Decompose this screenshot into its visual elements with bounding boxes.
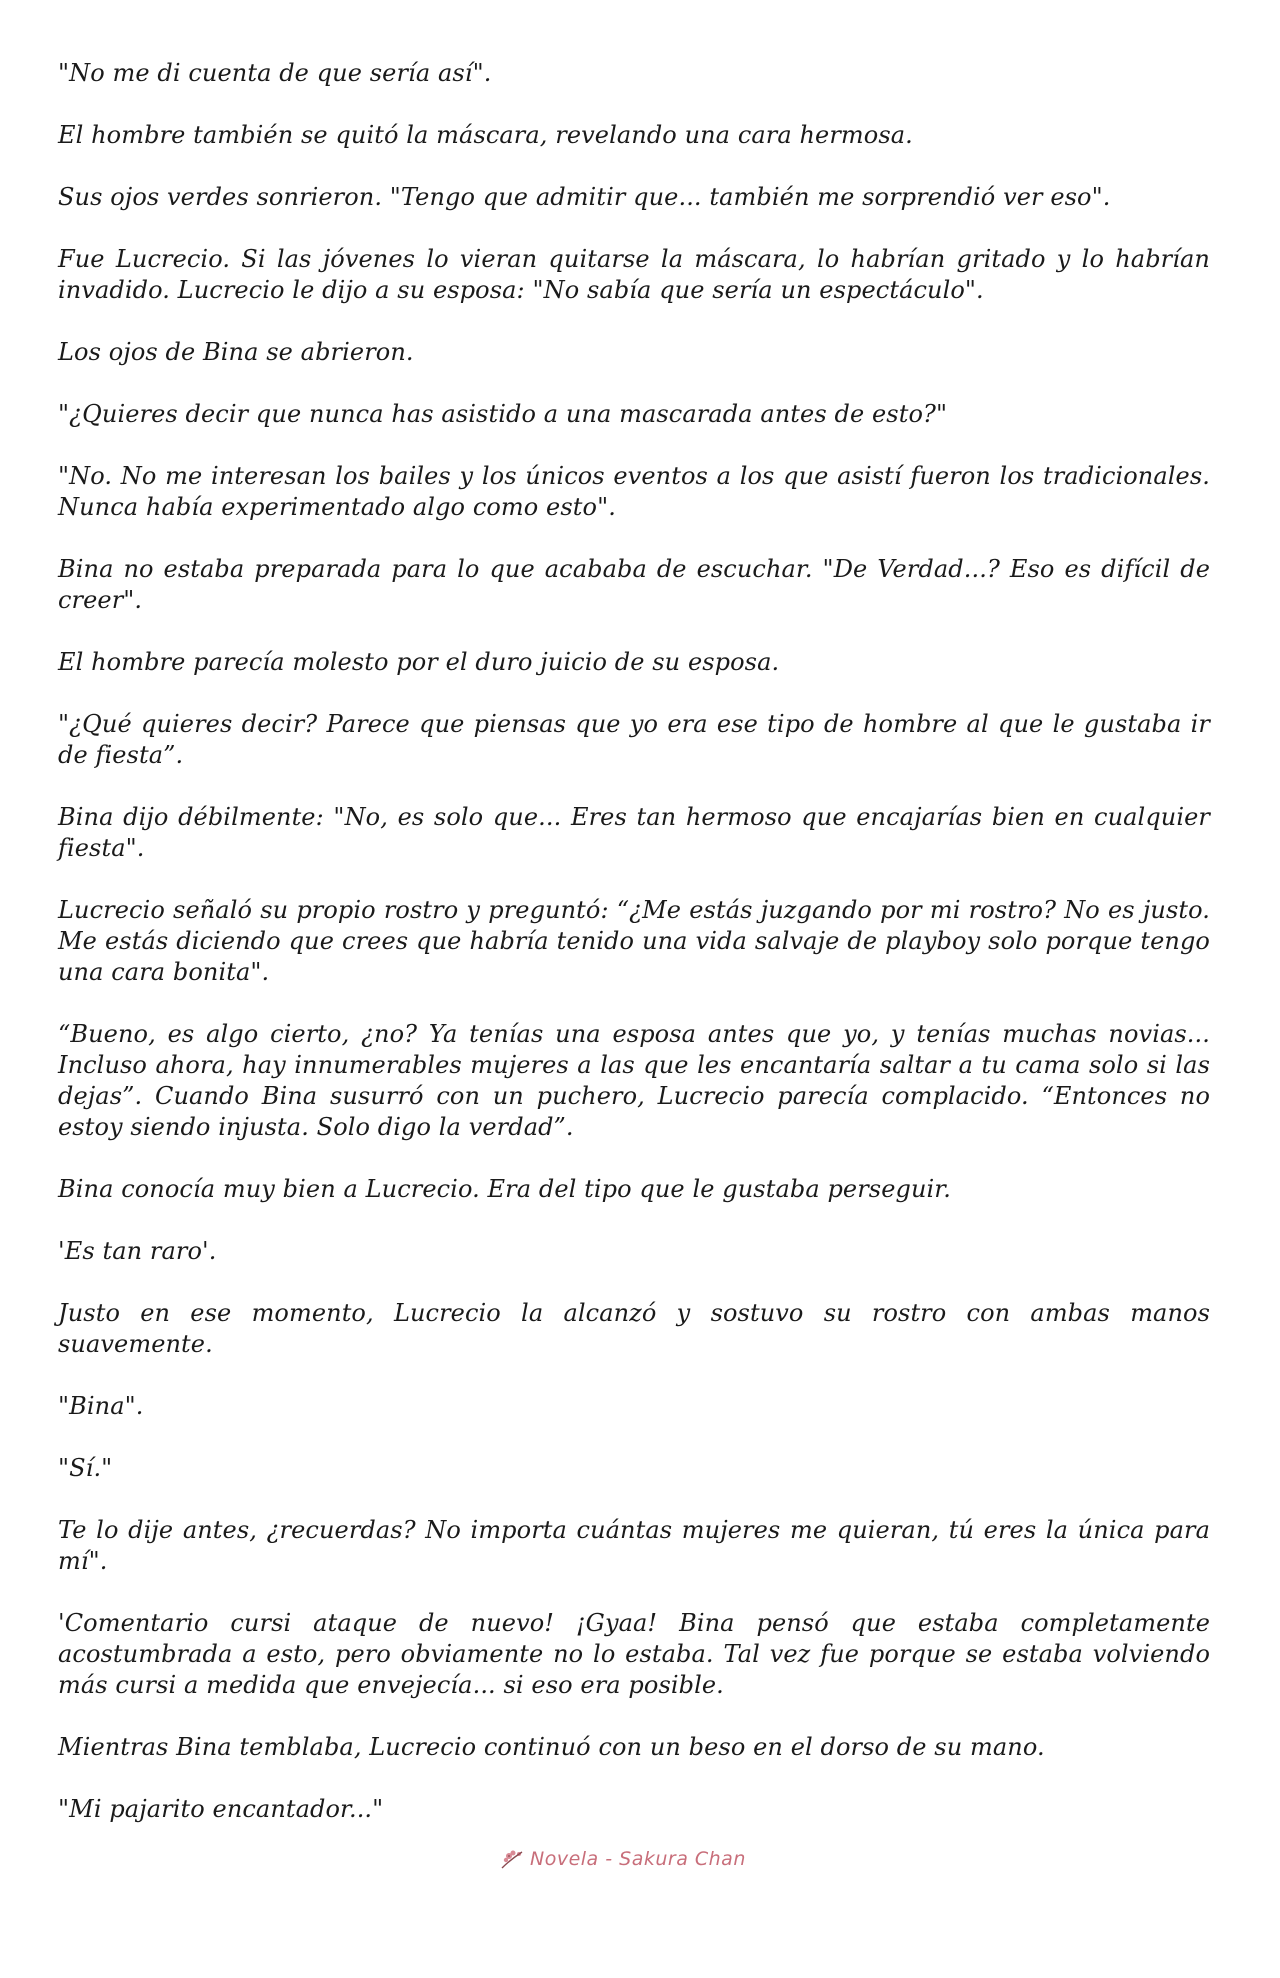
- paragraph: "Bina".: [58, 1392, 144, 1420]
- paragraph: El hombre parecía molesto por el duro juicio de su esposa.: [58, 648, 780, 676]
- cherry-blossom-icon: [500, 1848, 526, 1870]
- paragraph: Lucrecio señaló su propio rostro y preguntó: “¿Me estás juzgando por mi rostro? No es justo. Me estás diciendo que crees que habría tenido una vida salvaje de playboy solo porque tengo una cara bonita".: [58, 896, 1210, 986]
- paragraph: Justo en ese momento, Lucrecio la alcanzó y sostuvo su rostro con ambas manos suavemente.: [58, 1299, 1210, 1358]
- paragraph: Fue Lucrecio. Si las jóvenes lo vieran quitarse la máscara, lo habrían gritado y lo habrían invadido. Lucrecio le dijo a su esposa: "No sabía que sería un espectáculo".: [58, 245, 1210, 304]
- paragraph: Te lo dije antes, ¿recuerdas? No importa cuántas mujeres me quieran, tú eres la única para mí".: [58, 1516, 1210, 1575]
- paragraph: Bina dijo débilmente: "No, es solo que... Eres tan hermoso que encajarías bien en cualquier fiesta".: [58, 803, 1210, 862]
- paragraph: "No me di cuenta de que sería así".: [58, 59, 492, 87]
- paragraph: Bina conocía muy bien a Lucrecio. Era del tipo que le gustaba perseguir.: [58, 1175, 951, 1203]
- paragraph: "Sí.": [58, 1454, 113, 1482]
- paragraph: 'Es tan raro'.: [58, 1237, 217, 1265]
- watermark: [500, 1848, 746, 1870]
- paragraph: "¿Qué quieres decir? Parece que piensas que yo era ese tipo de hombre al que le gustaba ir de fiesta”.: [58, 710, 1210, 769]
- paragraph: El hombre también se quitó la máscara, revelando una cara hermosa.: [58, 121, 913, 149]
- paragraph: Sus ojos verdes sonrieron. "Tengo que admitir que... también me sorprendió ver eso".: [58, 183, 1111, 211]
- paragraph: 'Comentario cursi ataque de nuevo! ¡Gyaa! Bina pensó que estaba completamente acostumbrada a esto, pero obviamente no lo estaba. Tal vez fue porque se estaba volviendo más cursi a medida que envejecía... si eso era posible.: [58, 1609, 1210, 1699]
- watermark-text: Novela - Sakura Chan: [530, 1848, 746, 1870]
- paragraph: Bina no estaba preparada para lo que acababa de escuchar. "De Verdad...? Eso es difícil de creer".: [58, 555, 1210, 614]
- paragraph: Mientras Bina temblaba, Lucrecio continuó con un beso en el dorso de su mano.: [58, 1733, 1045, 1761]
- document-body: [58, 58, 1210, 1856]
- paragraph: “Bueno, es algo cierto, ¿no? Ya tenías una esposa antes que yo, y tenías muchas novias... Incluso ahora, hay innumerables mujeres a las que les encantaría saltar a tu cama solo si las dejas”. Cuando Bina susurró con un puchero, Lucrecio parecía complacido. “Entonces no estoy siendo injusta. Solo digo la verdad”.: [58, 1020, 1210, 1141]
- paragraph: "Mi pajarito encantador...": [58, 1795, 384, 1823]
- paragraph: "No. No me interesan los bailes y los únicos eventos a los que asistí fueron los tradicionales. Nunca había experimentado algo como esto".: [58, 462, 1210, 521]
- paragraph: "¿Quieres decir que nunca has asistido a una mascarada antes de esto?": [58, 400, 948, 428]
- paragraph: Los ojos de Bina se abrieron.: [58, 338, 414, 366]
